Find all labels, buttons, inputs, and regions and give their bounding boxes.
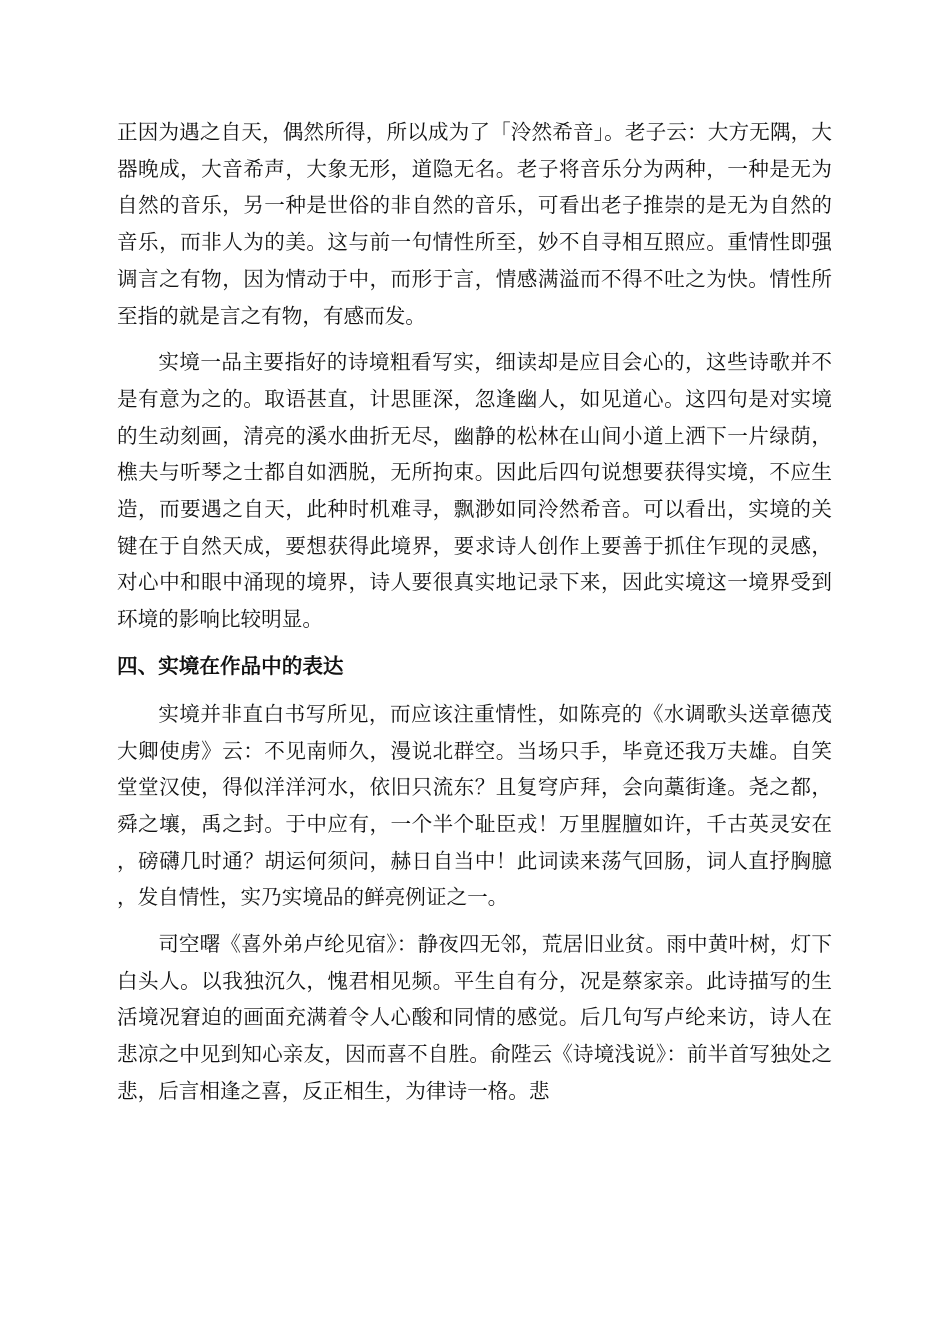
paragraph-2: 实境一品主要指好的诗境粗看写实，细读却是应目会心的，这些诗歌并不是有意为之的。取语甚直，计思匪深，忽逢幽人，如见道心。这四句是对实境的生动刻画，清亮的溪水曲折无尽，幽静的松林在山间小道上洒下一片绿荫，樵夫与听琴之士都自如洒脱，无所拘束。因此后四句说想要获得实境，不应生造，而要遇之自天，此种时机难寻，飘渺如同泠然希音。可以看出，实境的关键在于自然天成，要想获得此境界，要求诗人创作上要善于抓住乍现的灵感，对心中和眼中涌现的境界，诗人要很真实地记录下来，因此实境这一境界受到环境的影响比较明显。 [117, 350, 832, 632]
section-heading: 四、实境在作品中的表达 [117, 653, 344, 678]
paragraph-3: 实境并非直白书写所见，而应该注重情性，如陈亮的《水调歌头送章德茂大卿使虏》云：不见南师久，漫说北群空。当场只手，毕竟还我万夫雄。自笑堂堂汉使，得似洋洋河水，依旧只流东？且复穹庐拜，会向藁街逢。尧之都，舜之壤，禹之封。于中应有，一个半个耻臣戎！万里腥膻如许，千古英灵安在，磅礴几时通？胡运何须问，赫日自当中！此词读来荡气回肠，词人直抒胸臆，发自情性，实乃实境品的鲜亮例证之一。 [117, 701, 832, 910]
paragraph-1: 正因为遇之自天，偶然所得，所以成为了「泠然希音」。老子云：大方无隅，大器晚成，大音希声，大象无形，道隐无名。老子将音乐分为两种，一种是无为自然的音乐，另一种是世俗的非自然的音乐，可看出老子推崇的是无为自然的音乐，而非人为的美。这与前一句情性所至，妙不自寻相互照应。重情性即强调言之有物，因为情动于中，而形于言，情感满溢而不得不吐之为快。情性所至指的就是言之有物，有感而发。 [117, 120, 832, 328]
document-page [117, 114, 832, 1110]
paragraph-4: 司空曙《喜外弟卢纶见宿》：静夜四无邻，荒居旧业贫。雨中黄叶树，灯下白头人。以我独沉久，愧君相见频。平生自有分，况是蔡家亲。此诗描写的生活境况窘迫的画面充满着令人心酸和同情的感觉。后几句写卢纶来访，诗人在悲凉之中见到知心亲友，因而喜不自胜。俞陛云《诗境浅说》：前半首写独处之悲，后言相逢之喜，反正相生，为律诗一格。悲 [117, 932, 832, 1103]
